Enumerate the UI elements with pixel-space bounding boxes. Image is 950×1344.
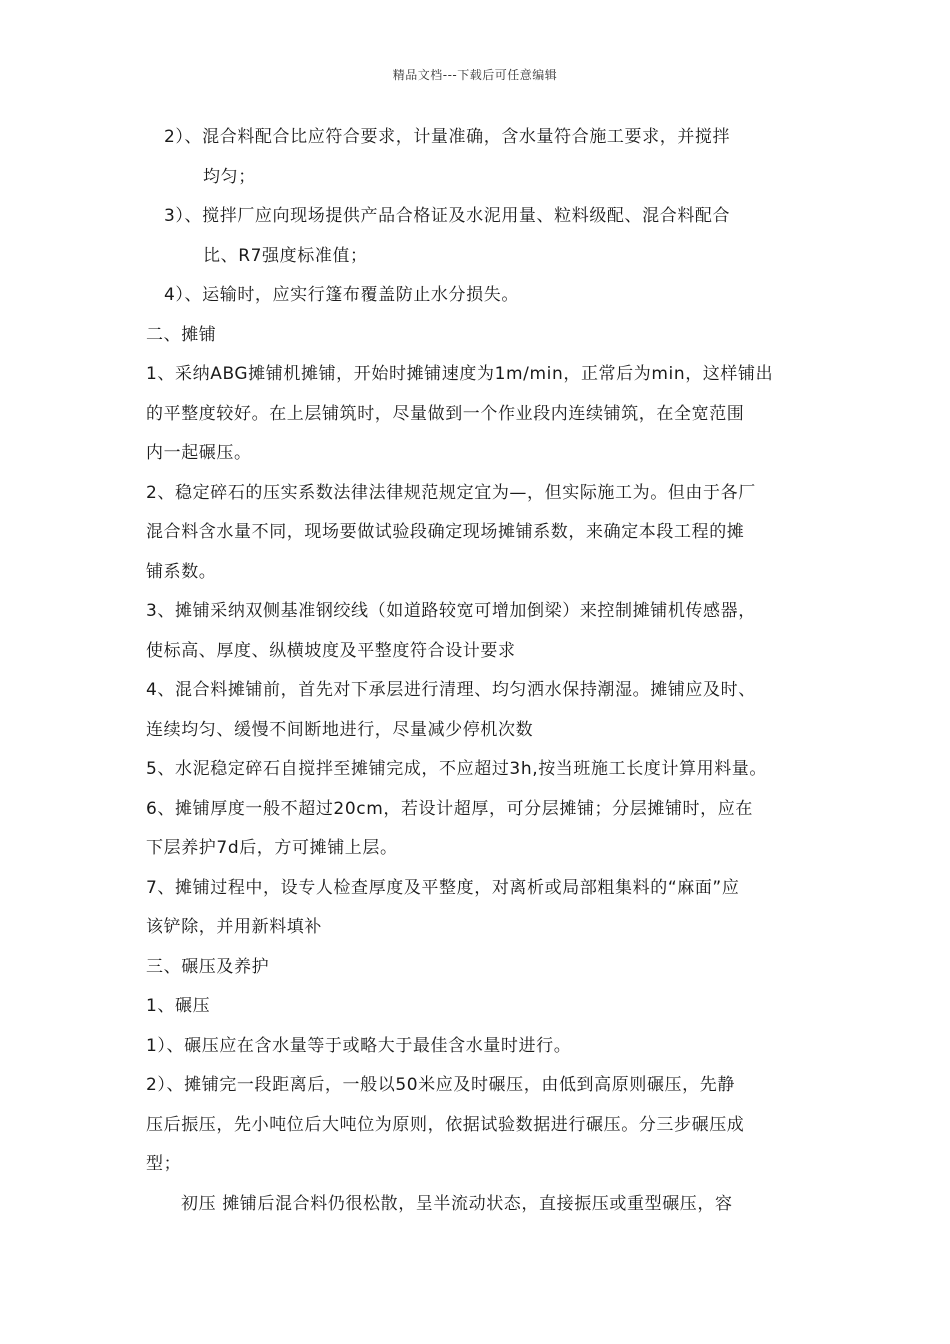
paragraph-line: 内一起碾压。 xyxy=(146,443,252,463)
paragraph-line: 1、采纳ABG摊铺机摊铺，开始时摊铺速度为1m/min，正常后为min，这样铺出 xyxy=(146,364,774,384)
paragraph-line: 型； xyxy=(146,1154,182,1174)
paragraph-line: 4）、运输时，应实行篷布覆盖防止水分损失。 xyxy=(164,285,519,305)
paragraph-line: 铺系数。 xyxy=(146,561,217,582)
paragraph-line: 压后振压，先小吨位后大吨位为原则，依据试验数据进行碾压。分三步碾压成 xyxy=(146,1114,745,1135)
section-heading: 三、碾压及养护 xyxy=(146,956,270,977)
paragraph-line: 的平整度较好。在上层铺筑时，尽量做到一个作业段内连续铺筑，在全宽范围 xyxy=(146,403,745,424)
paragraph-line: 下层养护7d后，方可摊铺上层。 xyxy=(146,838,398,858)
section-heading: 二、摊铺 xyxy=(146,324,217,345)
paragraph-line: 6、摊铺厚度一般不超过20cm，若设计超厚，可分层摊铺；分层摊铺时，应在 xyxy=(146,798,753,819)
paragraph-line: 2）、混合料配合比应符合要求，计量准确，含水量符合施工要求，并搅拌 xyxy=(164,127,731,147)
document-body xyxy=(146,118,808,1224)
paragraph-line: 连续均匀、缓慢不间断地进行，尽量减少停机次数 xyxy=(146,719,534,740)
paragraph-line: 3）、搅拌厂应向现场提供产品合格证及水泥用量、粒料级配、混合料配合 xyxy=(164,206,731,226)
paragraph-line: 初压 摊铺后混合料仍很松散，呈半流动状态，直接振压或重型碾压，容 xyxy=(181,1193,733,1214)
paragraph-line: 3、摊铺采纳双侧基准钢绞线（如道路较宽可增加倒梁）来控制摊铺机传感器， xyxy=(146,601,756,621)
paragraph-line: 使标高、厚度、纵横坡度及平整度符合设计要求 xyxy=(146,640,516,661)
paragraph-line: 均匀； xyxy=(203,166,256,187)
paragraph-line: 5、水泥稳定碎石自搅拌至摊铺完成，不应超过3h,按当班施工长度计算用料量。 xyxy=(146,759,768,779)
paragraph-line: 4、混合料摊铺前，首先对下承层进行清理、均匀洒水保持潮湿。摊铺应及时、 xyxy=(146,680,756,700)
paragraph-line: 比、R7强度标准值； xyxy=(203,245,368,266)
subsection-heading: 1、碾压 xyxy=(146,996,211,1016)
paragraph-line: 2、稳定碎石的压实系数法律法律规范规定宜为—，但实际施工为。但由于各厂 xyxy=(146,482,756,503)
paragraph-line: 混合料含水量不同，现场要做试验段确定现场摊铺系数，来确定本段工程的摊 xyxy=(146,522,745,542)
page-header: 精品文档---下载后可任意编辑 xyxy=(392,68,558,82)
paragraph-line: 7、摊铺过程中，设专人检查厚度及平整度，对离析或局部粗集料的“麻面”应 xyxy=(146,877,740,898)
paragraph-line: 该铲除，并用新料填补 xyxy=(146,917,322,937)
paragraph-line: 2）、摊铺完一段距离后，一般以50米应及时碾压，由低到高原则碾压，先静 xyxy=(146,1075,735,1095)
paragraph-line: 1）、碾压应在含水量等于或略大于最佳含水量时进行。 xyxy=(146,1035,572,1056)
